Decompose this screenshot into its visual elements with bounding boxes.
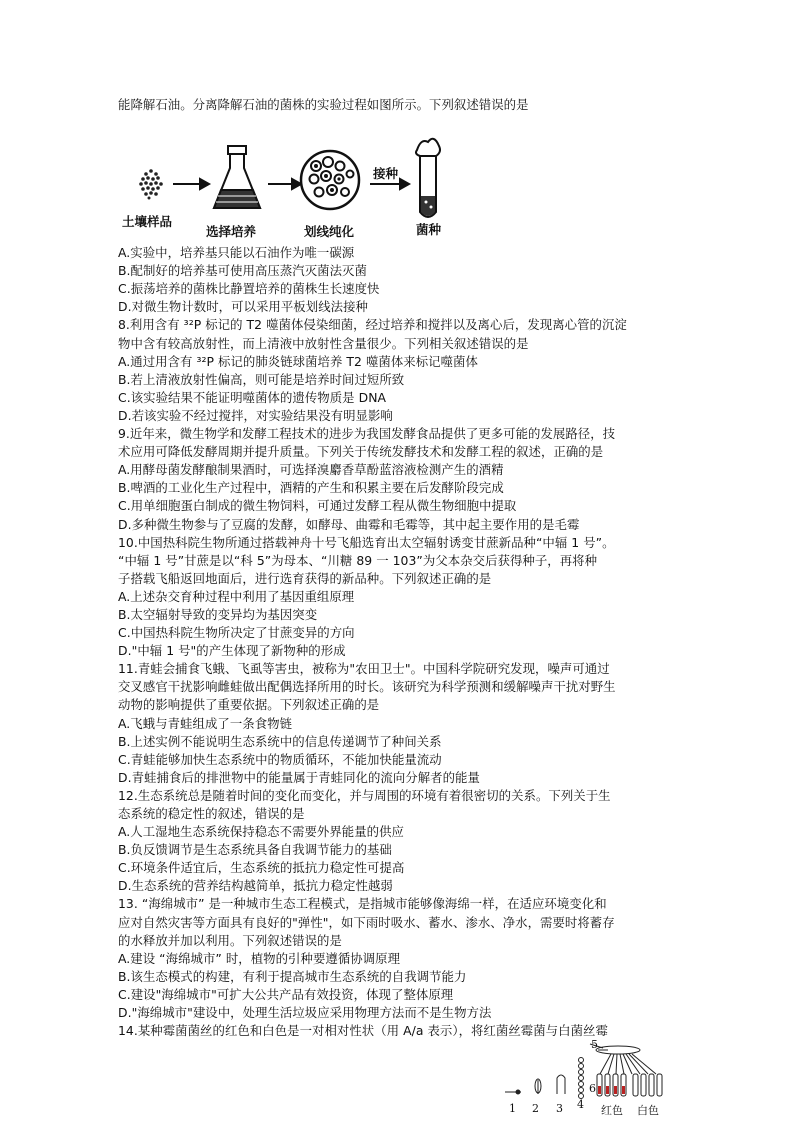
flask-icon: [214, 146, 260, 208]
text-line: C.中国热科院生物所决定了甘蔗变异的方向: [118, 625, 355, 641]
text-line: 12.生态系统总是随着时间的变化而变化，并与周围的环境有着很密切的关系。下列关于生: [118, 787, 611, 803]
arrow-icon: [173, 179, 209, 189]
text-line: 9.近年来，微生物学和发酵工程技术的进步为我国发酵食品提供了更多可能的发展路径，技: [118, 426, 616, 442]
text-line: A.上述杂交育种过程中利用了基因重组原理: [118, 588, 355, 604]
stage-5-label: 5: [591, 1038, 598, 1051]
soil-sample-icon: [139, 169, 163, 199]
text-line: D.对微生物计数时，可以采用平板划线法接种: [118, 299, 368, 315]
text-line: D.生态系统的营养结构越简单，抵抗力稳定性越弱: [118, 878, 393, 894]
test-tube-icon: [416, 139, 440, 217]
text-line: 14.某种霉菌菌丝的红色和白色是一对相对性状（用 A/a 表示），将红菌丝霉菌与白菌丝霉: [118, 1023, 608, 1039]
isolation-figure: [118, 116, 680, 238]
text-line: B.该生态模式的构建，有利于提高城市生态系统的自我调节能力: [118, 968, 467, 984]
mold-spore-figure: [393, 1038, 693, 1123]
text-line: 物中含有较高放射性，而上清液中放射性含量很少。下列相关叙述错误的是: [118, 335, 529, 351]
text-line: 交叉感官干扰影响雌蛙做出配偶选择所用的时长。该研究为科学预测和缓解噪声干扰对野生: [118, 679, 616, 695]
text-line: C.建设"海绵城市"可扩大公共产品有效投资，体现了整体原理: [118, 986, 454, 1002]
inoculation-label: 接种: [373, 166, 399, 182]
text-line: A.用酵母菌发酵酿制果酒时，可选择溴麝香草酚蓝溶液检测产生的酒精: [118, 462, 504, 478]
text-line: B.负反馈调节是生态系统具备自我调节能力的基础: [118, 842, 392, 858]
text-line: D.若该实验不经过搅拌，对实验结果没有明显影响: [118, 407, 393, 423]
strain-label: 菌种: [416, 222, 442, 238]
white-label: 白色: [637, 1104, 659, 1117]
question-body: [118, 244, 680, 1040]
text-line: A.实验中，培养基只能以石油作为唯一碳源: [118, 245, 355, 261]
text-line: B.啤酒的工业化生产过程中，酒精的产生和积累主要在后发酵阶段完成: [118, 480, 504, 496]
text-line: B.上述实例不能说明生态系统中的信息传递调节了种间关系: [118, 733, 442, 749]
text-line: 应对自然灾害等方面具有良好的"弹性"，如下雨时吸水、蓄水、渗水、净水，需要时将蓄存: [118, 914, 615, 930]
text-line: 的水释放并加以利用。下列叙述错误的是: [118, 932, 342, 948]
text-line: B.太空辐射导致的变异均为基因突变: [118, 606, 318, 622]
soil-sample-label: 土壤样品: [122, 214, 173, 230]
stage-3-label: 3: [556, 1102, 563, 1115]
text-line: 术应用可降低发酵周期并提升质量。下列关于传统发酵技术和发酵工程的叙述，正确的是: [118, 444, 604, 460]
text-line: 10.中国热科院生物所通过搭载神舟十号飞船选育出太空辐射诱变甘蔗新品种“中辐 1 号”。: [118, 534, 615, 550]
text-line: 11.青蛙会捕食飞蛾、飞虱等害虫，被称为"农田卫士"。中国科学院研究发现，噪声可通过: [118, 661, 610, 677]
text-line: 动物的影响提供了重要依据。下列叙述正确的是: [118, 697, 380, 713]
text-line: 13. “海绵城市” 是一种城市生态工程模式，是指城市能够像海绵一样，在适应环境变化和: [118, 896, 607, 912]
selective-culture-label: 选择培养: [206, 224, 257, 240]
text-line: A.建设 “海绵城市” 时，植物的引种要遵循协调原理: [118, 950, 401, 966]
stage-2-label: 2: [532, 1102, 539, 1115]
text-line: 8.利用含有 ³²P 标记的 T2 噬菌体侵染细菌，经过培养和搅拌以及离心后，发现离心管的沉淀: [118, 317, 627, 333]
text-line: C.环境条件适宜后，生态系统的抵抗力稳定性可提高: [118, 860, 405, 876]
text-line: C.振荡培养的菌株比静置培养的菌株生长速度快: [118, 281, 380, 297]
text-line: A.飞蛾与青蛙组成了一条食物链: [118, 715, 293, 731]
text-line: B.若上清液放射性偏高，则可能是培养时间过短所致: [118, 371, 405, 387]
text-line: C.用单细胞蛋白制成的微生物饲料，可通过发酵工程从微生物细胞中提取: [118, 498, 517, 514]
text-line: C.青蛙能够加快生态系统中的物质循环，不能加快能量流动: [118, 751, 442, 767]
text-line: D."中辐 1 号"的产生体现了新物种的形成: [118, 643, 346, 659]
text-line: 子搭载飞船返回地面后，进行选育获得的新品种。下列叙述正确的是: [118, 570, 492, 586]
text-line: A.通过用含有 ³²P 标记的肺炎链球菌培养 T2 噬菌体来标记噬菌体: [118, 353, 478, 369]
text-line: D.青蛙捕食后的排泄物中的能量属于青蛙同化的流向分解者的能量: [118, 769, 480, 785]
text-line: A.人工湿地生态系统保持稳态不需要外界能量的供应: [118, 824, 404, 840]
red-label: 红色: [601, 1104, 623, 1117]
text-line: D.多种微生物参与了豆腐的发酵，如酵母、曲霉和毛霉等，其中起主要作用的是毛霉: [118, 516, 580, 532]
stage-4-label: 4: [577, 1098, 584, 1111]
text-line: B.配制好的培养基可使用高压蒸汽灭菌法灭菌: [118, 263, 367, 279]
question-intro: 能降解石油。分离降解石油的菌株的实验过程如图所示。下列叙述错误的是: [118, 97, 529, 112]
text-line: “中辐 1 号”甘蔗是以“科 5”为母本、“川糖 89 一 103”为父本杂交后获得种子，再将种: [118, 552, 598, 568]
stage-6-label: 6: [589, 1082, 596, 1095]
text-line: D."海绵城市"建设中，处理生活垃圾应采用物理方法而不是生物方法: [118, 1005, 492, 1021]
stage-1-label: 1: [509, 1102, 516, 1115]
question-page: [118, 96, 680, 1040]
text-line: C.该实验结果不能证明噬菌体的遗传物质是 DNA: [118, 389, 387, 405]
petri-dish-icon: [301, 151, 359, 209]
arrow-icon: [268, 179, 301, 189]
streak-purification-label: 划线纯化: [304, 224, 355, 240]
text-line: 态系统的稳定性的叙述，错误的是: [118, 806, 305, 821]
